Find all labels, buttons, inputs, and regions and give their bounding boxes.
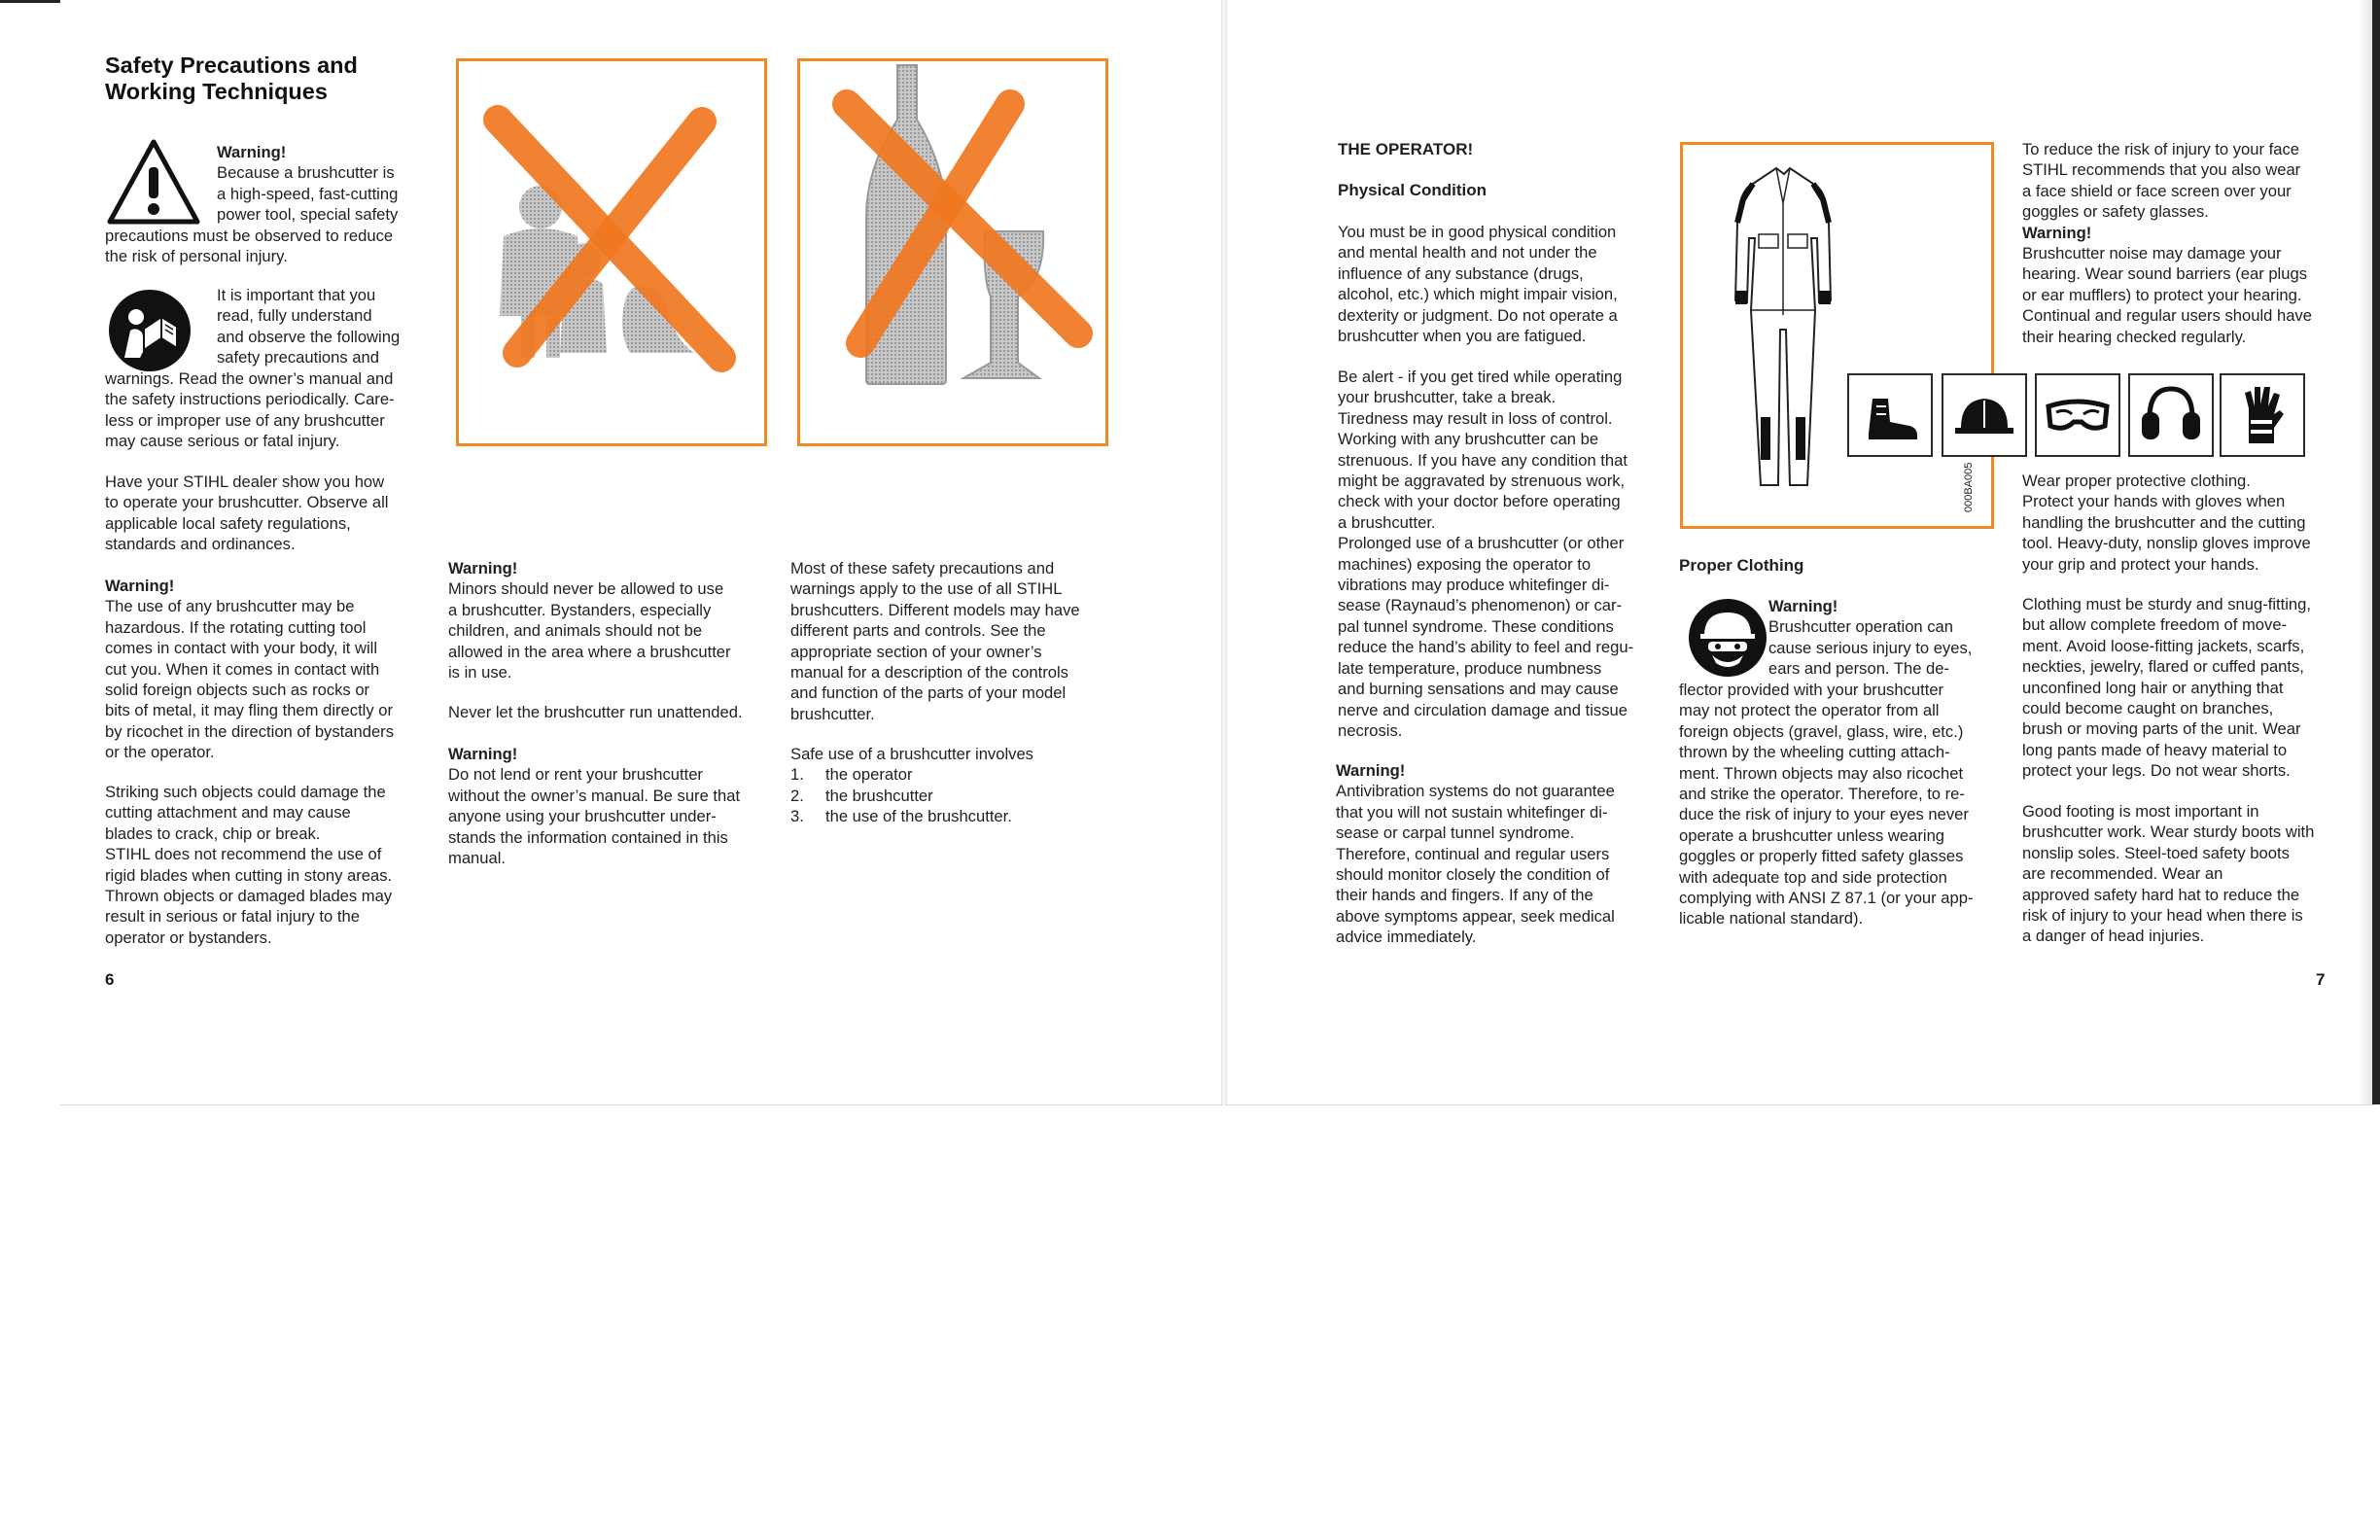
section-title: THE OPERATOR! [1338,140,1474,158]
no-alcohol-illustration [800,61,1105,443]
page-number-right: 7 [2316,970,2326,989]
title-line: Safety Precautions and [105,52,358,78]
subsection-title: Physical Condition [1338,181,1488,199]
hard-hat-icon [1943,375,2025,455]
no-bystanders-figure [456,58,767,446]
page-gutter [1221,0,1227,1104]
protective-clothing-paragraph: Wear proper protective clothing. Protect your hands with gloves when handling the brushcutter and the cutting tool. Heavy-duty, nonslip gloves improve your grip and protect your hands. [2022,472,2311,574]
no-alcohol-figure [797,58,1108,446]
intro-warning-tail: precautions must be observed to reduce the risk of personal injury. [105,227,394,266]
read-manual-head: It is important that you read, fully understand and observe the following safety precautions and [217,286,401,368]
face-protection-icon [1687,597,1768,679]
list-number: 2. [790,786,804,805]
boot-icon [1849,375,1931,455]
ear-muffs-icon [2130,375,2212,455]
goggles-icon-box [2035,373,2120,457]
page-number-left: 6 [105,970,115,989]
glove-icon [2222,375,2303,455]
applies-paragraph: Most of these safety precautions and warnings apply to the use of all STIHL brushcutters. Different models may have different parts and controls. See the appropriate section of your owner’s manual for a description of the controls and function of the parts of your model brushcutter. [790,559,1080,723]
figure-code: 000BA005 [1963,462,1975,512]
list-text: the brushcutter [825,786,933,805]
antivibration-warning: Warning! Antivibration systems do not guarantee that you will not sustain whitefinger di- sease or carpal tunnel syndrome. Therefore, continual and regular users should monitor closely the condition of their hands and fingers. If any of the above symptoms appear, seek medical advice immediately. [1336,761,1615,947]
list-number: 1. [790,765,804,785]
read-manual-tail: warnings. Read the owner’s manual and the safety instructions periodically. Care- less or improper use of any brushcutter may cause serious or fatal injury. [105,369,395,451]
list-number: 3. [790,807,804,826]
striking-paragraph: Striking such objects could damage the cutting attachment and may cause blades to crack, chip or break. STIHL does not recommend the use of rigid blades when cutting in stony areas. Thrown objects or damaged blades may result in serious or fatal injury to the operator or bystanders. [105,783,393,947]
list-text: the use of the brushcutter. [825,807,1012,826]
page-title [105,52,358,105]
dealer-paragraph: Have your STIHL dealer show you how to operate your brushcutter. Observe all applicable local safety regulations, standards and ordinances. [105,472,389,554]
safe-use-list: Safe use of a brushcutter involves 1. the operator 2. the brushcutter 3. the use of the brushcutter. [790,744,1111,827]
page-edge-shadow [2359,0,2372,1104]
boot-icon-box [1847,373,1933,457]
list-item [790,764,1111,785]
clothing-warning-head: Warning! Brushcutter operation can cause serious injury to eyes, ears and person. The de- [1768,597,1973,679]
proper-clothing-title: Proper Clothing [1679,556,1804,575]
be-alert-paragraph: Be alert - if you get tired while operating your brushcutter, take a break. Tiredness may result in loss of control. Working with any brushcutter can be strenuous. If you have any condition that might be aggravated by strenuous work, check with your doctor before operating a brushcutter. Prolonged use of a brushcutter (or other machines) exposing the operator to vibrations may produce whitefinger di- sease (Raynaud’s phenomenon) or car- pal tunnel syndrome. These conditions reduce the hand’s ability to feel and regu- late temperature, produce numbness and burning sensations and may cause nerve and circulation damage and tissue necrosis. [1338,368,1634,740]
protective-suit-figure [1680,142,1994,529]
clothing-warning-tail: flector provided with your brushcutter may not protect the operator from all foreign objects (gravel, glass, wire, etc.) thrown by the wheeling cutting attach- ment. Thrown objects may also ricochet and strike the operator. Therefore, to re- duce the risk of injury to your eyes never operate a brushcutter unless wearing goggles or properly fitted safety glasses with adequate top and side protection complying with ANSI Z 87.1 (or your app- licable national standard). [1679,681,1974,928]
clothing-fit-paragraph: Clothing must be sturdy and snug-fitting, but allow complete freedom of move- ment. Avoid loose-fitting jackets, scarfs, neckties, jewelry, flared or cuffed pants, unconfined long hair or anything that could become caught on branches, brush or moving parts of the unit. Wear long pants made of heavy material to protect your legs. Do not wear shorts. [2022,595,2312,781]
warning-triangle-icon [107,138,200,226]
face-shield-paragraph: To reduce the risk of injury to your face STIHL recommends that you also wear a face shield or face screen over your goggles or safety glasses. Warning! Brushcutter noise may damage your hearing. Wear sound barriers (ear plugs or ear mufflers) to protect your hearing. Continual and regular users should have their hearing checked regularly. [2022,140,2312,346]
protective-suit-illustration [1683,145,1991,526]
hard-hat-icon-box [1942,373,2027,457]
scan-right-edge [2372,0,2380,1104]
glove-icon-box [2220,373,2305,457]
read-manual-icon [107,288,192,373]
goggles-icon [2037,375,2118,455]
physical-condition-paragraph: You must be in good physical condition and mental health and not under the influence of any substance (drugs, alcohol, etc.) which might impair vision, dexterity or judgment. Do not operate a brushcutter when you are fatigued. [1338,223,1618,346]
ear-muffs-icon-box [2128,373,2214,457]
footing-paragraph: Good footing is most important in brushcutter work. Wear sturdy boots with nonslip soles. Steel-toed safety boots are recommended. Wear an approved safety hard hat to reduce the risk of injury to your head when there is a danger of head injuries. [2022,802,2315,946]
lend-warning: Warning! Do not lend or rent your brushcutter without the owner’s manual. Be sure that anyone using your brushcutter under- stands the information contained in this manual. [448,745,741,868]
title-line: Working Techniques [105,79,328,104]
list-item [790,786,1111,806]
unattended-note: Never let the brushcutter run unattended. [448,703,743,721]
list-item [790,806,1111,826]
list-text: the operator [825,765,913,785]
minors-warning: Warning! Minors should never be allowed to use a brushcutter. Bystanders, especially children, and animals should not be allowed in the area where a brushcutter is in use. [448,559,731,682]
no-bystanders-illustration [459,61,764,443]
hazard-warning: Warning! The use of any brushcutter may be hazardous. If the rotating cutting tool comes in contact with your body, it will cut you. When it comes in contact with solid foreign objects such as rocks or bits of metal, it may fling them directly or by ricochet in the direction of bystanders or the operator. [105,577,395,762]
intro-warning-head: Warning! Because a brushcutter is a high-speed, fast-cutting power tool, special safety [217,143,399,225]
